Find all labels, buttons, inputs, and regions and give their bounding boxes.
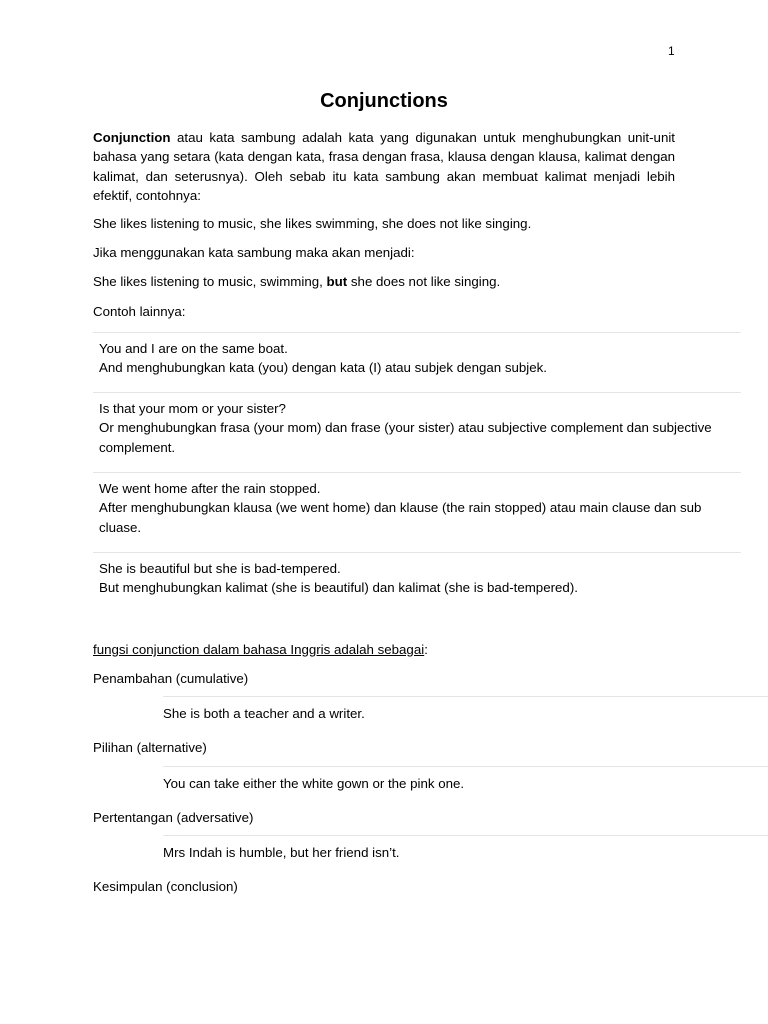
functions-heading-line bbox=[93, 640, 768, 659]
function-example-adversative: Mrs Indah is humble, but her friend isn’t. bbox=[163, 835, 768, 862]
function-label-alternative: Pilihan (alternative) bbox=[93, 740, 207, 755]
sentence-conjunction-bold: but bbox=[326, 274, 348, 290]
function-example-cumulative: She is both a teacher and a writer. bbox=[163, 696, 768, 723]
examples-heading: Contoh lainnya: bbox=[93, 303, 186, 319]
example-sentence: Is that your mom or your sister? bbox=[99, 401, 286, 416]
example-block bbox=[93, 472, 741, 552]
example-explanation: After menghubungkan klausa (we went home) dan klause (the rain stopped) atau main clause dan sub cluase. bbox=[99, 500, 702, 535]
function-label-conclusion: Kesimpulan (conclusion) bbox=[93, 879, 238, 894]
functions-heading: fungsi conjunction dalam bahasa Inggris adalah sebagai bbox=[93, 642, 425, 657]
function-example-alternative: You can take either the white gown or the pink one. bbox=[163, 766, 768, 793]
example-block bbox=[93, 552, 741, 612]
page-title: Conjunctions bbox=[320, 90, 448, 112]
example-block bbox=[93, 392, 741, 472]
example-explanation: But menghubungkan kalimat (she is beautiful) dan kalimat (she is bad-tempered). bbox=[99, 580, 578, 596]
example-explanation: Or menghubungkan frasa (your mom) dan frase (your sister) atau subjective complement dan subjective complement. bbox=[99, 420, 712, 455]
intro-term: Conjunction bbox=[93, 130, 171, 145]
function-label-cumulative: Penambahan (cumulative) bbox=[93, 671, 249, 686]
page-number: 1 bbox=[668, 44, 675, 58]
example-block bbox=[93, 332, 741, 392]
example-sentence: We went home after the rain stopped. bbox=[99, 481, 321, 496]
sentence-part-before: She likes listening to music, swimming, bbox=[93, 274, 327, 290]
transition-text: Jika menggunakan kata sambung maka akan menjadi: bbox=[93, 245, 415, 261]
intro-section bbox=[93, 128, 675, 321]
intro-paragraph bbox=[93, 128, 675, 206]
example-sentence: You and I are on the same boat. bbox=[99, 341, 288, 356]
sentence-part-after: she does not like singing. bbox=[347, 274, 501, 290]
function-label-adversative: Pertentangan (adversative) bbox=[93, 810, 254, 825]
example-sentence: She is beautiful but she is bad-tempered. bbox=[99, 561, 341, 576]
example-explanation: And menghubungkan kata (you) dengan kata (I) atau subjek dengan subjek. bbox=[99, 360, 547, 376]
examples-list bbox=[93, 332, 741, 612]
example-sentence-plain: She likes listening to music, she likes swimming, she does not like singing. bbox=[93, 215, 532, 231]
intro-text: atau kata sambung adalah kata yang digunakan untuk menghubungkan unit-unit bahasa yang setara (kata dengan kata, frasa dengan frasa, klausa dengan klausa, kalimat dengan kalimat, dan seterusnya). Oleh sebab itu kata sambung akan membuat kalimat menjadi lebih efektif, contohnya: bbox=[93, 130, 675, 204]
functions-section bbox=[93, 640, 768, 896]
functions-heading-suffix: : bbox=[424, 642, 428, 657]
example-sentence-conjunction bbox=[93, 272, 675, 291]
